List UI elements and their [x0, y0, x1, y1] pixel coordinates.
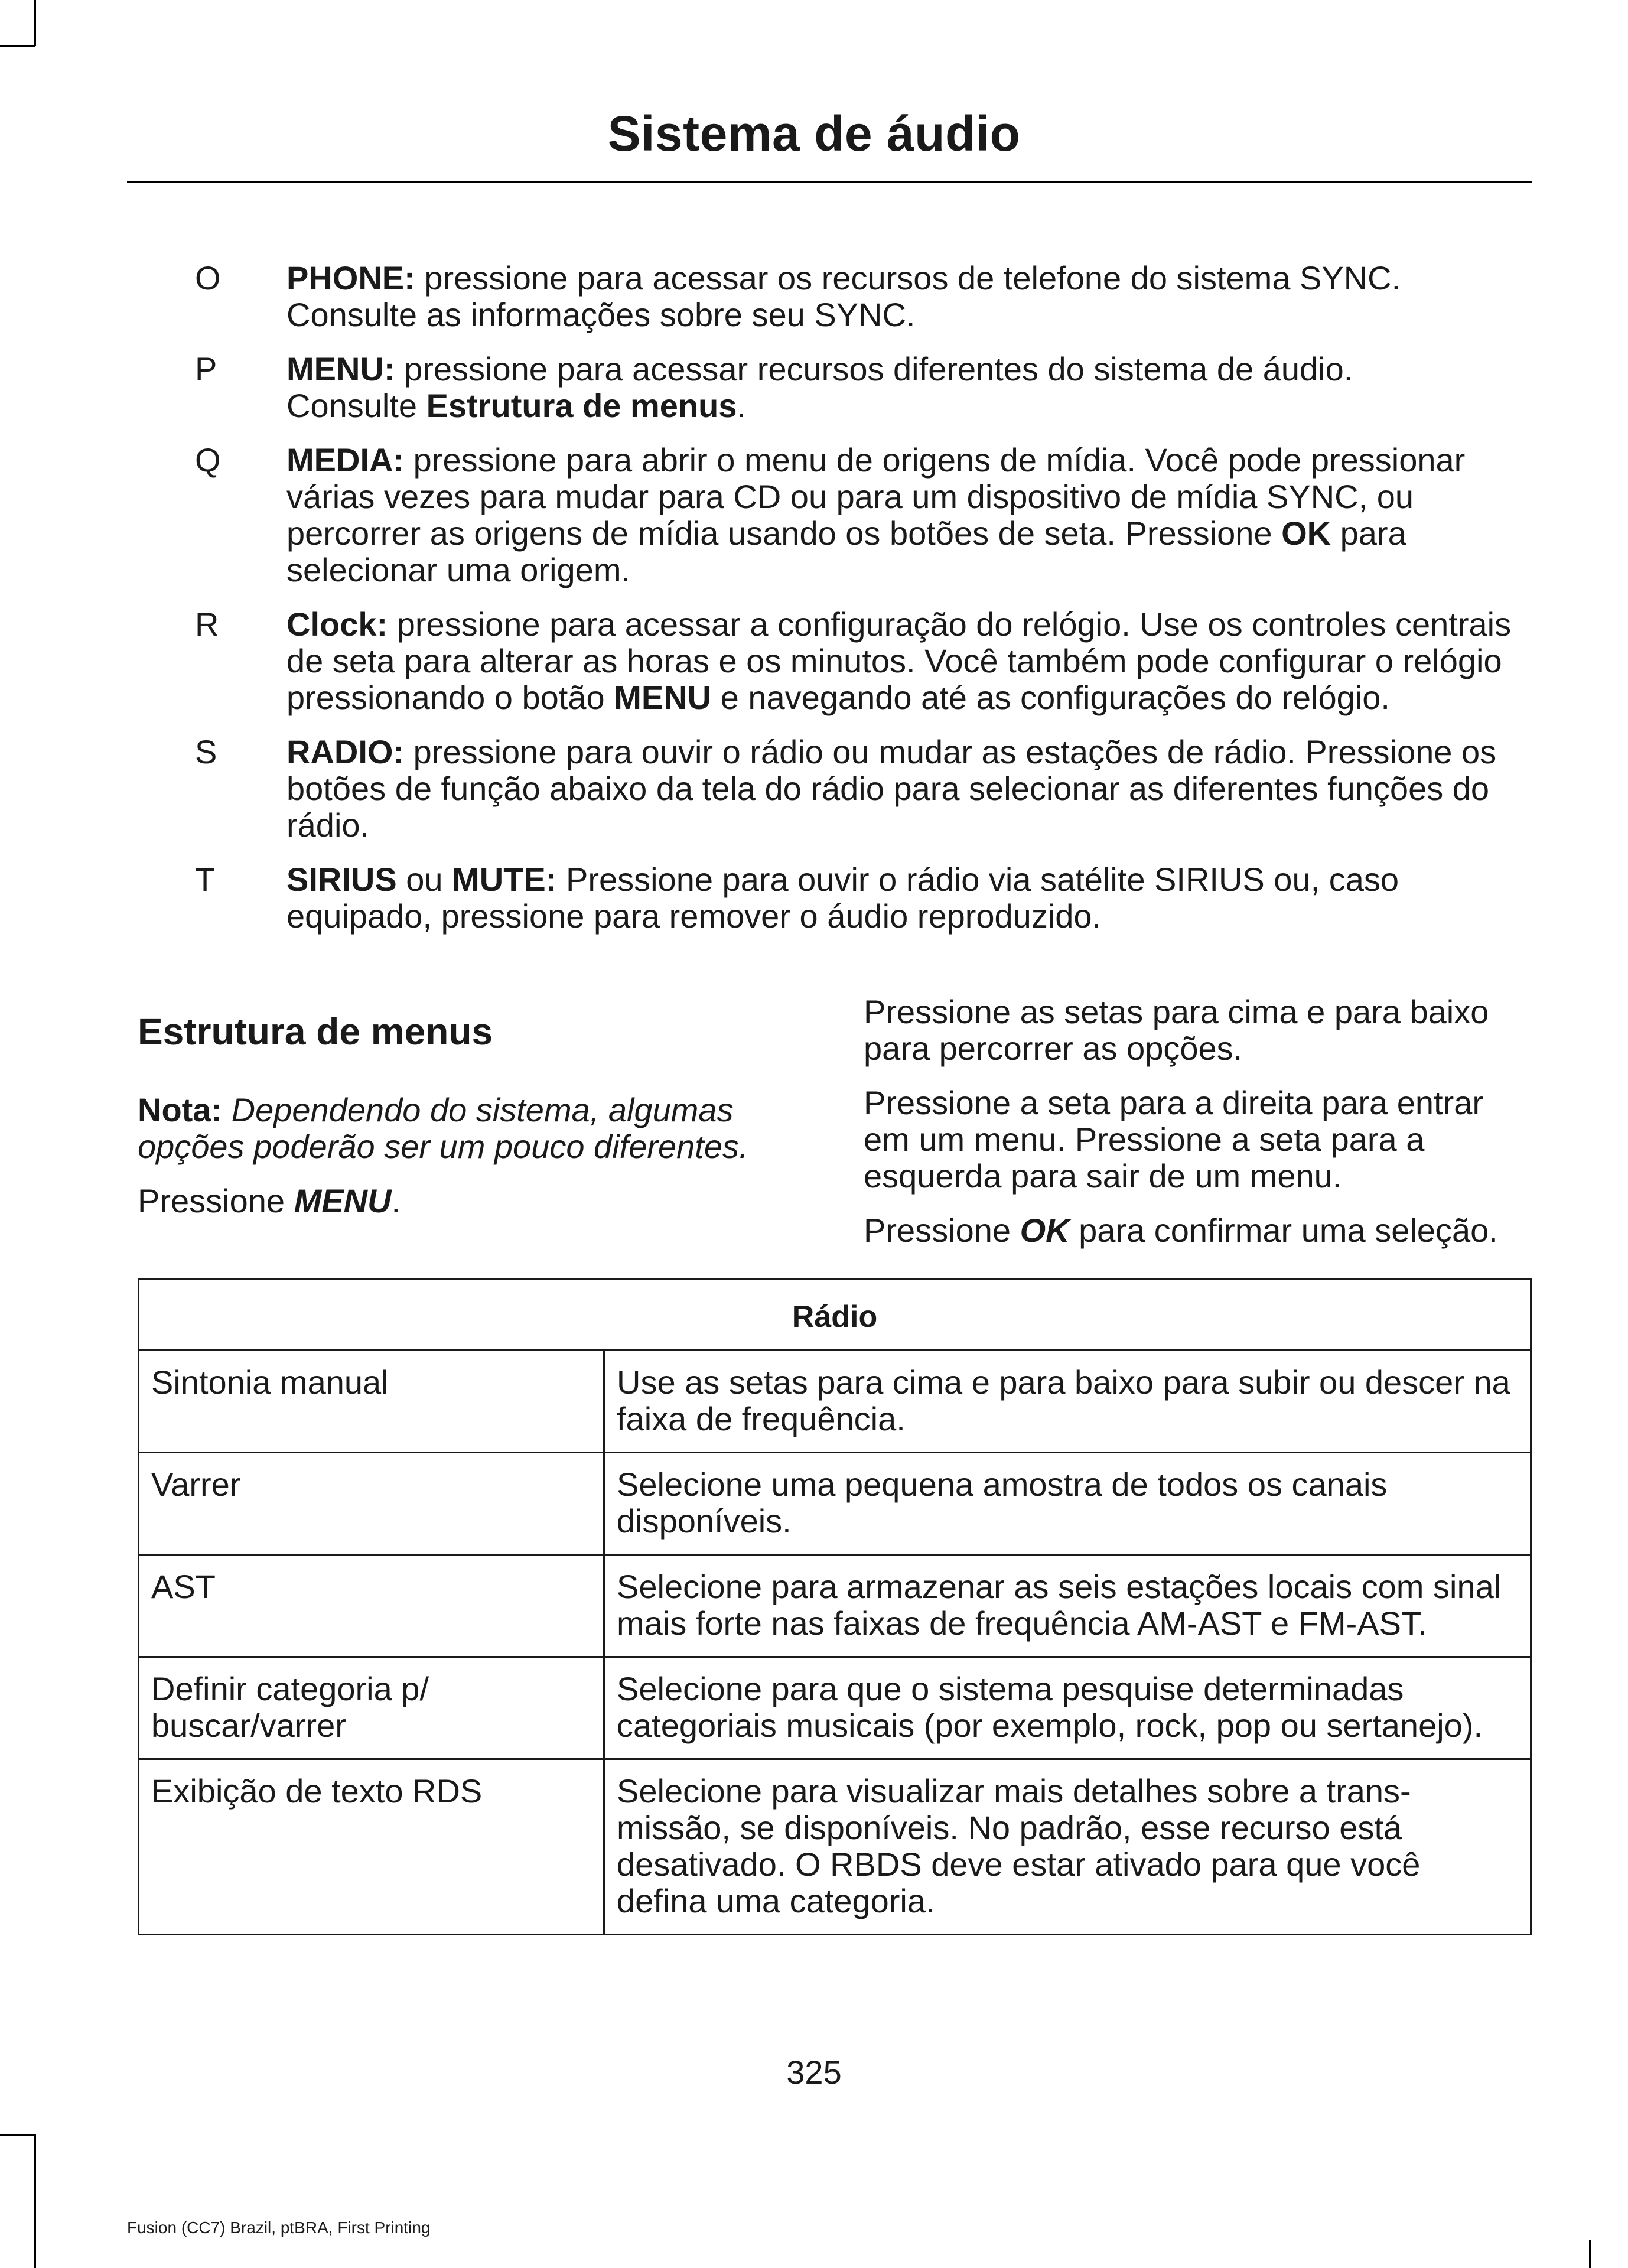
option-description: Selecione para armazenar as seis estações locais com sinal mais forte nas faixas de frequência AM-AST e FM-AST.	[604, 1555, 1531, 1657]
item-label: MEDIA:	[286, 441, 405, 479]
item-text: RADIO: pressione para ouvir o rádio ou mudar as estações de rádio. Pressione os botões de função abaixo da tela do rádio para selecionar as diferentes funções do rádio.	[286, 733, 1497, 844]
item-text: PHONE: pressione para acessar os recursos de telefone do sistema SYNC. Consulte as informações sobre seu SYNC.	[286, 259, 1401, 333]
option-description: Use as setas para cima e para baixo para subir ou descer na faixa de frequência.	[604, 1351, 1531, 1453]
item-letter: O	[195, 259, 221, 297]
item-label: PHONE:	[286, 259, 415, 297]
item-text: MEDIA: pressione para abrir o menu de origens de mídia. Você pode pressionar várias vezes para mudar para CD ou para um dispositivo de mídia SYNC, ou percorrer as origens de mídia usando os botões de seta. Pressione OK para selecionar uma origem.	[286, 441, 1466, 588]
table-row	[139, 1351, 1531, 1453]
list-item-o	[127, 260, 1532, 333]
crop-mark-bottom-right-v	[1589, 2240, 1591, 2268]
item-text: MENU: pressione para acessar recursos diferentes do sistema de áudio. Consulte Estrutura de menus.	[286, 350, 1353, 424]
crop-mark-bottom-left-v	[34, 2134, 36, 2268]
radio-menu-table	[138, 1278, 1532, 1935]
item-letter: R	[195, 606, 219, 643]
list-item-r	[127, 606, 1532, 716]
menu-structure-right-column	[864, 994, 1532, 1267]
item-letter: Q	[195, 441, 221, 479]
page-number: 325	[786, 2054, 842, 2091]
option-name: Exibição de texto RDS	[139, 1759, 604, 1935]
note-paragraph: Nota: Dependendo do sistema, algumas opções poderão ser um pouco diferentes.	[138, 1091, 748, 1165]
item-letter: S	[195, 733, 217, 770]
option-description: Selecione para que o sistema pesquise determinadas categoriais musicais (por exemplo, rock, pop ou sertanejo).	[604, 1657, 1531, 1759]
item-letter: P	[195, 350, 217, 388]
item-text: SIRIUS ou MUTE: Pressione para ouvir o rádio via satélite SIRIUS ou, caso equipado, pressione para remover o áudio reproduzido.	[286, 861, 1399, 935]
item-label: MENU:	[286, 350, 395, 388]
enter-exit-instructions: Pressione a seta para a direita para entrar em um menu. Pressione a seta para a esquerda para sair de um menu.	[864, 1084, 1484, 1195]
option-description: Selecione para visualizar mais detalhes sobre a trans-missão, se disponíveis. No padrão, esse recurso está desativado. O RBDS deve estar ativado para que você defina uma categoria.	[604, 1759, 1531, 1935]
footer-imprint: Fusion (CC7) Brazil, ptBRA, First Printing	[127, 2218, 431, 2237]
title-divider	[127, 181, 1532, 183]
crop-mark-top-left-h	[0, 45, 35, 47]
section-heading: Estrutura de menus	[138, 1010, 493, 1053]
list-item-q	[127, 442, 1532, 588]
list-item-t	[127, 861, 1532, 935]
table-row	[139, 1453, 1531, 1555]
page-title: Sistema de áudio	[607, 106, 1021, 161]
option-name: AST	[139, 1555, 604, 1657]
crop-mark-bottom-left-h	[0, 2134, 35, 2136]
table-row	[139, 1555, 1531, 1657]
item-label: Clock:	[286, 606, 388, 643]
item-text: Clock: pressione para acessar a configuração do relógio. Use os controles centrais de seta para alterar as horas e os minutos. Você também pode configurar o relógio pressionando o botão MENU e navegando até as configurações do relógio.	[286, 606, 1512, 716]
option-name: Varrer	[139, 1453, 604, 1555]
press-menu-paragraph: Pressione MENU.	[138, 1182, 401, 1219]
menu-structure-left-column	[138, 1010, 776, 1237]
option-name: Sintonia manual	[139, 1351, 604, 1453]
list-item-s	[127, 734, 1532, 844]
item-letter: T	[195, 861, 216, 898]
option-description: Selecione uma pequena amostra de todos os canais disponíveis.	[604, 1453, 1531, 1555]
item-label: SIRIUS	[286, 861, 397, 898]
option-name: Definir categoria p/ buscar/varrer	[139, 1657, 604, 1759]
table-row	[139, 1759, 1531, 1935]
table-title: Rádio	[139, 1279, 1531, 1351]
item-label: RADIO:	[286, 733, 405, 770]
cross-reference: Estrutura de menus	[426, 387, 737, 424]
confirm-instructions: Pressione OK para confirmar uma seleção.	[864, 1212, 1498, 1249]
table-row	[139, 1657, 1531, 1759]
scroll-instructions: Pressione as setas para cima e para baixo para percorrer as opções.	[864, 993, 1489, 1067]
item-label-2: MUTE:	[452, 861, 557, 898]
list-item-p	[127, 351, 1532, 424]
crop-mark-top-left-v	[34, 0, 36, 46]
control-list	[127, 260, 1532, 952]
